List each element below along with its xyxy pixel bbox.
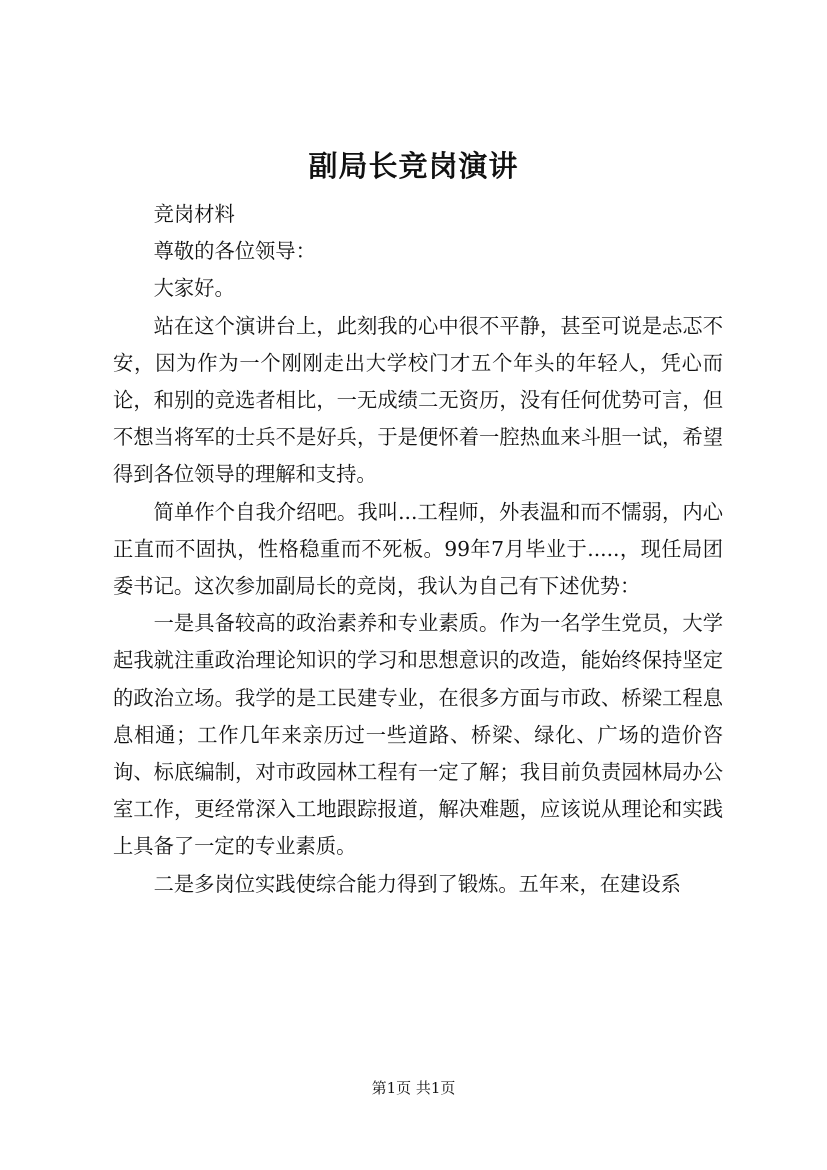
paragraph-advantage-one: 一是具备较高的政治素养和专业素质。作为一名学生党员，大学起我就注重政治理论知识的学习和思想意识的改造，能始终保持坚定的政治立场。我学的是工民建专业，在很多方面与市政、桥梁工程息息相通；工作几年来亲历过一些道路、桥梁、绿化、广场的造价咨询、标底编制，对市政园林工程有一定了解；我目前负责园林局办公室工作，更经常深入工地跟踪报道，解决难题，应该说从理论和实践上具备了一定的专业素质。 <box>113 611 723 859</box>
page-number-footer: 第1页 共1页 <box>371 1079 456 1097</box>
paragraph-greeting: 大家好。 <box>153 276 235 301</box>
paragraph-self-introduction: 简单作个自我介绍吧。我叫...工程师，外表温和而不懦弱，内心正直而不固执，性格稳重而不死板。99年7月毕业于.....，现任局团委书记。这次参加副局长的竞岗，我认为自己有下述优势： <box>113 499 723 599</box>
document-body <box>113 196 723 903</box>
paragraph-heading: 竞岗材料 <box>153 202 235 226</box>
paragraph-intro: 站在这个演讲台上，此刻我的心中很不平静，甚至可说是忐忑不安，因为作为一个刚刚走出大学校门才五个年头的年轻人，凭心而论，和别的竞选者相比，一无成绩二无资历，没有任何优势可言，但不想当将军的士兵不是好兵，于是便怀着一腔热血来斗胆一试，希望得到各位领导的理解和支持。 <box>113 313 723 487</box>
paragraph-salutation: 尊敬的各位领导： <box>153 239 316 264</box>
document-title: 副局长竞岗演讲 <box>308 149 519 183</box>
paragraph-advantage-two: 二是多岗位实践使综合能力得到了锻炼。五年来，在建设系 <box>153 871 681 896</box>
